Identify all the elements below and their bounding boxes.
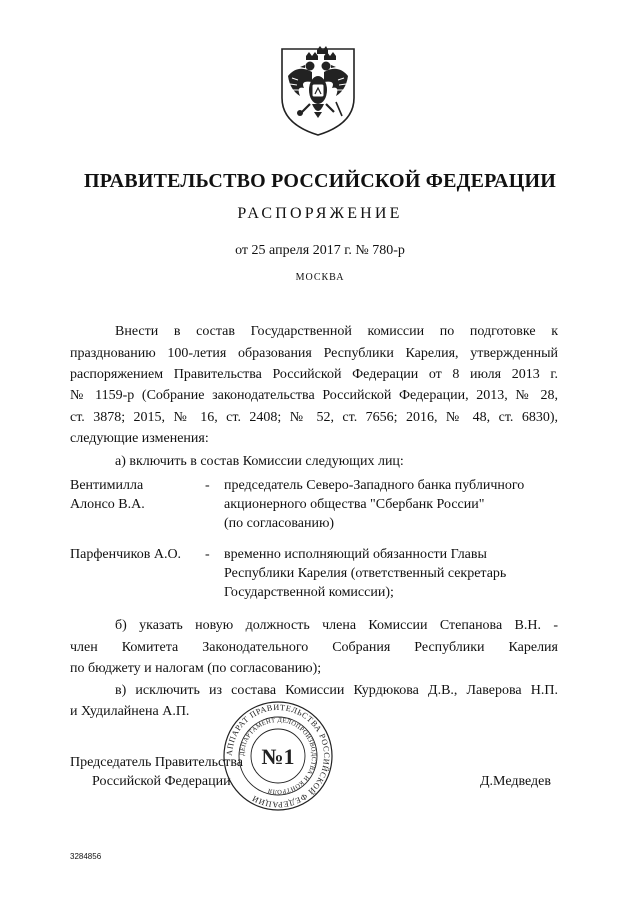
intro-line: № 1159-р (Собрание законодательства Российской Федерации, 2013, № 28, [70,388,558,403]
member-description: председатель Северо-Западного банка публичного [224,478,525,493]
intro-line: следующие изменения: [70,431,209,446]
coat-of-arms-icon [278,46,358,138]
member-description: Государственной комиссии); [224,585,394,600]
member-description: Республики Карелия (ответственный секретарь [224,566,507,581]
document-place: МОСКВА [295,272,345,283]
registration-number: 3284856 [70,852,102,861]
document-date-number: от 25 апреля 2017 г. № 780-р [235,243,405,258]
seal-inner-text: ДЕПАРТАМЕНТ ДЕЛОПРОИЗВОДСТВА И КОНТРОЛЯ [238,716,318,796]
item-c-line: и Худилайнена А.П. [70,704,190,719]
signature-position: Председатель Правительства [70,755,243,770]
member-name: Вентимилла [70,478,144,493]
intro-line: Внести в состав Государственной комиссии по подготовке к [115,324,558,339]
member-dash: - [205,547,210,562]
signer-name: Д.Медведев [480,774,551,789]
document-type: РАСПОРЯЖЕНИЕ [237,205,403,222]
seal-outer-text: АППАРАТ ПРАВИТЕЛЬСТВА РОССИЙСКОЙ ФЕДЕРАЦИИ [224,702,332,810]
member-description: акционерного общества "Сбербанк России" [224,497,485,512]
member-dash: - [205,478,210,493]
signature-position: Российской Федерации [92,774,231,789]
item-b-line: по бюджету и налогам (по согласованию); [70,661,322,676]
member-name: Парфенчиков А.О. [70,547,182,562]
member-description: временно исполняющий обязанности Главы [224,547,487,562]
member-description: (по согласованию) [224,516,335,531]
member-name: Алонсо В.А. [70,497,145,512]
intro-line: ст. 3878; 2015, № 16, ст. 2408; № 52, ст. 7656; 2016, № 48, ст. 6830), [70,410,558,425]
seal-number: №1 [261,744,295,769]
intro-line: распоряжением Правительства Российской Федерации от 8 июля 2013 г. [70,367,558,382]
government-title: ПРАВИТЕЛЬСТВО РОССИЙСКОЙ ФЕДЕРАЦИИ [84,170,556,192]
item-a: а) включить в состав Комиссии следующих лиц: [115,454,404,469]
intro-line: празднованию 100-летия образования Республики Карелия, утвержденный [70,346,558,361]
item-c-line: в) исключить из состава Комиссии Курдюкова Д.В., Лаверова Н.П. [115,683,558,698]
item-b-line: член Комитета Законодательного Собрания Республики Карелия [70,640,558,655]
official-seal-stamp [222,700,334,812]
item-b-line: б) указать новую должность члена Комиссии Степанова В.Н. - [115,618,558,633]
